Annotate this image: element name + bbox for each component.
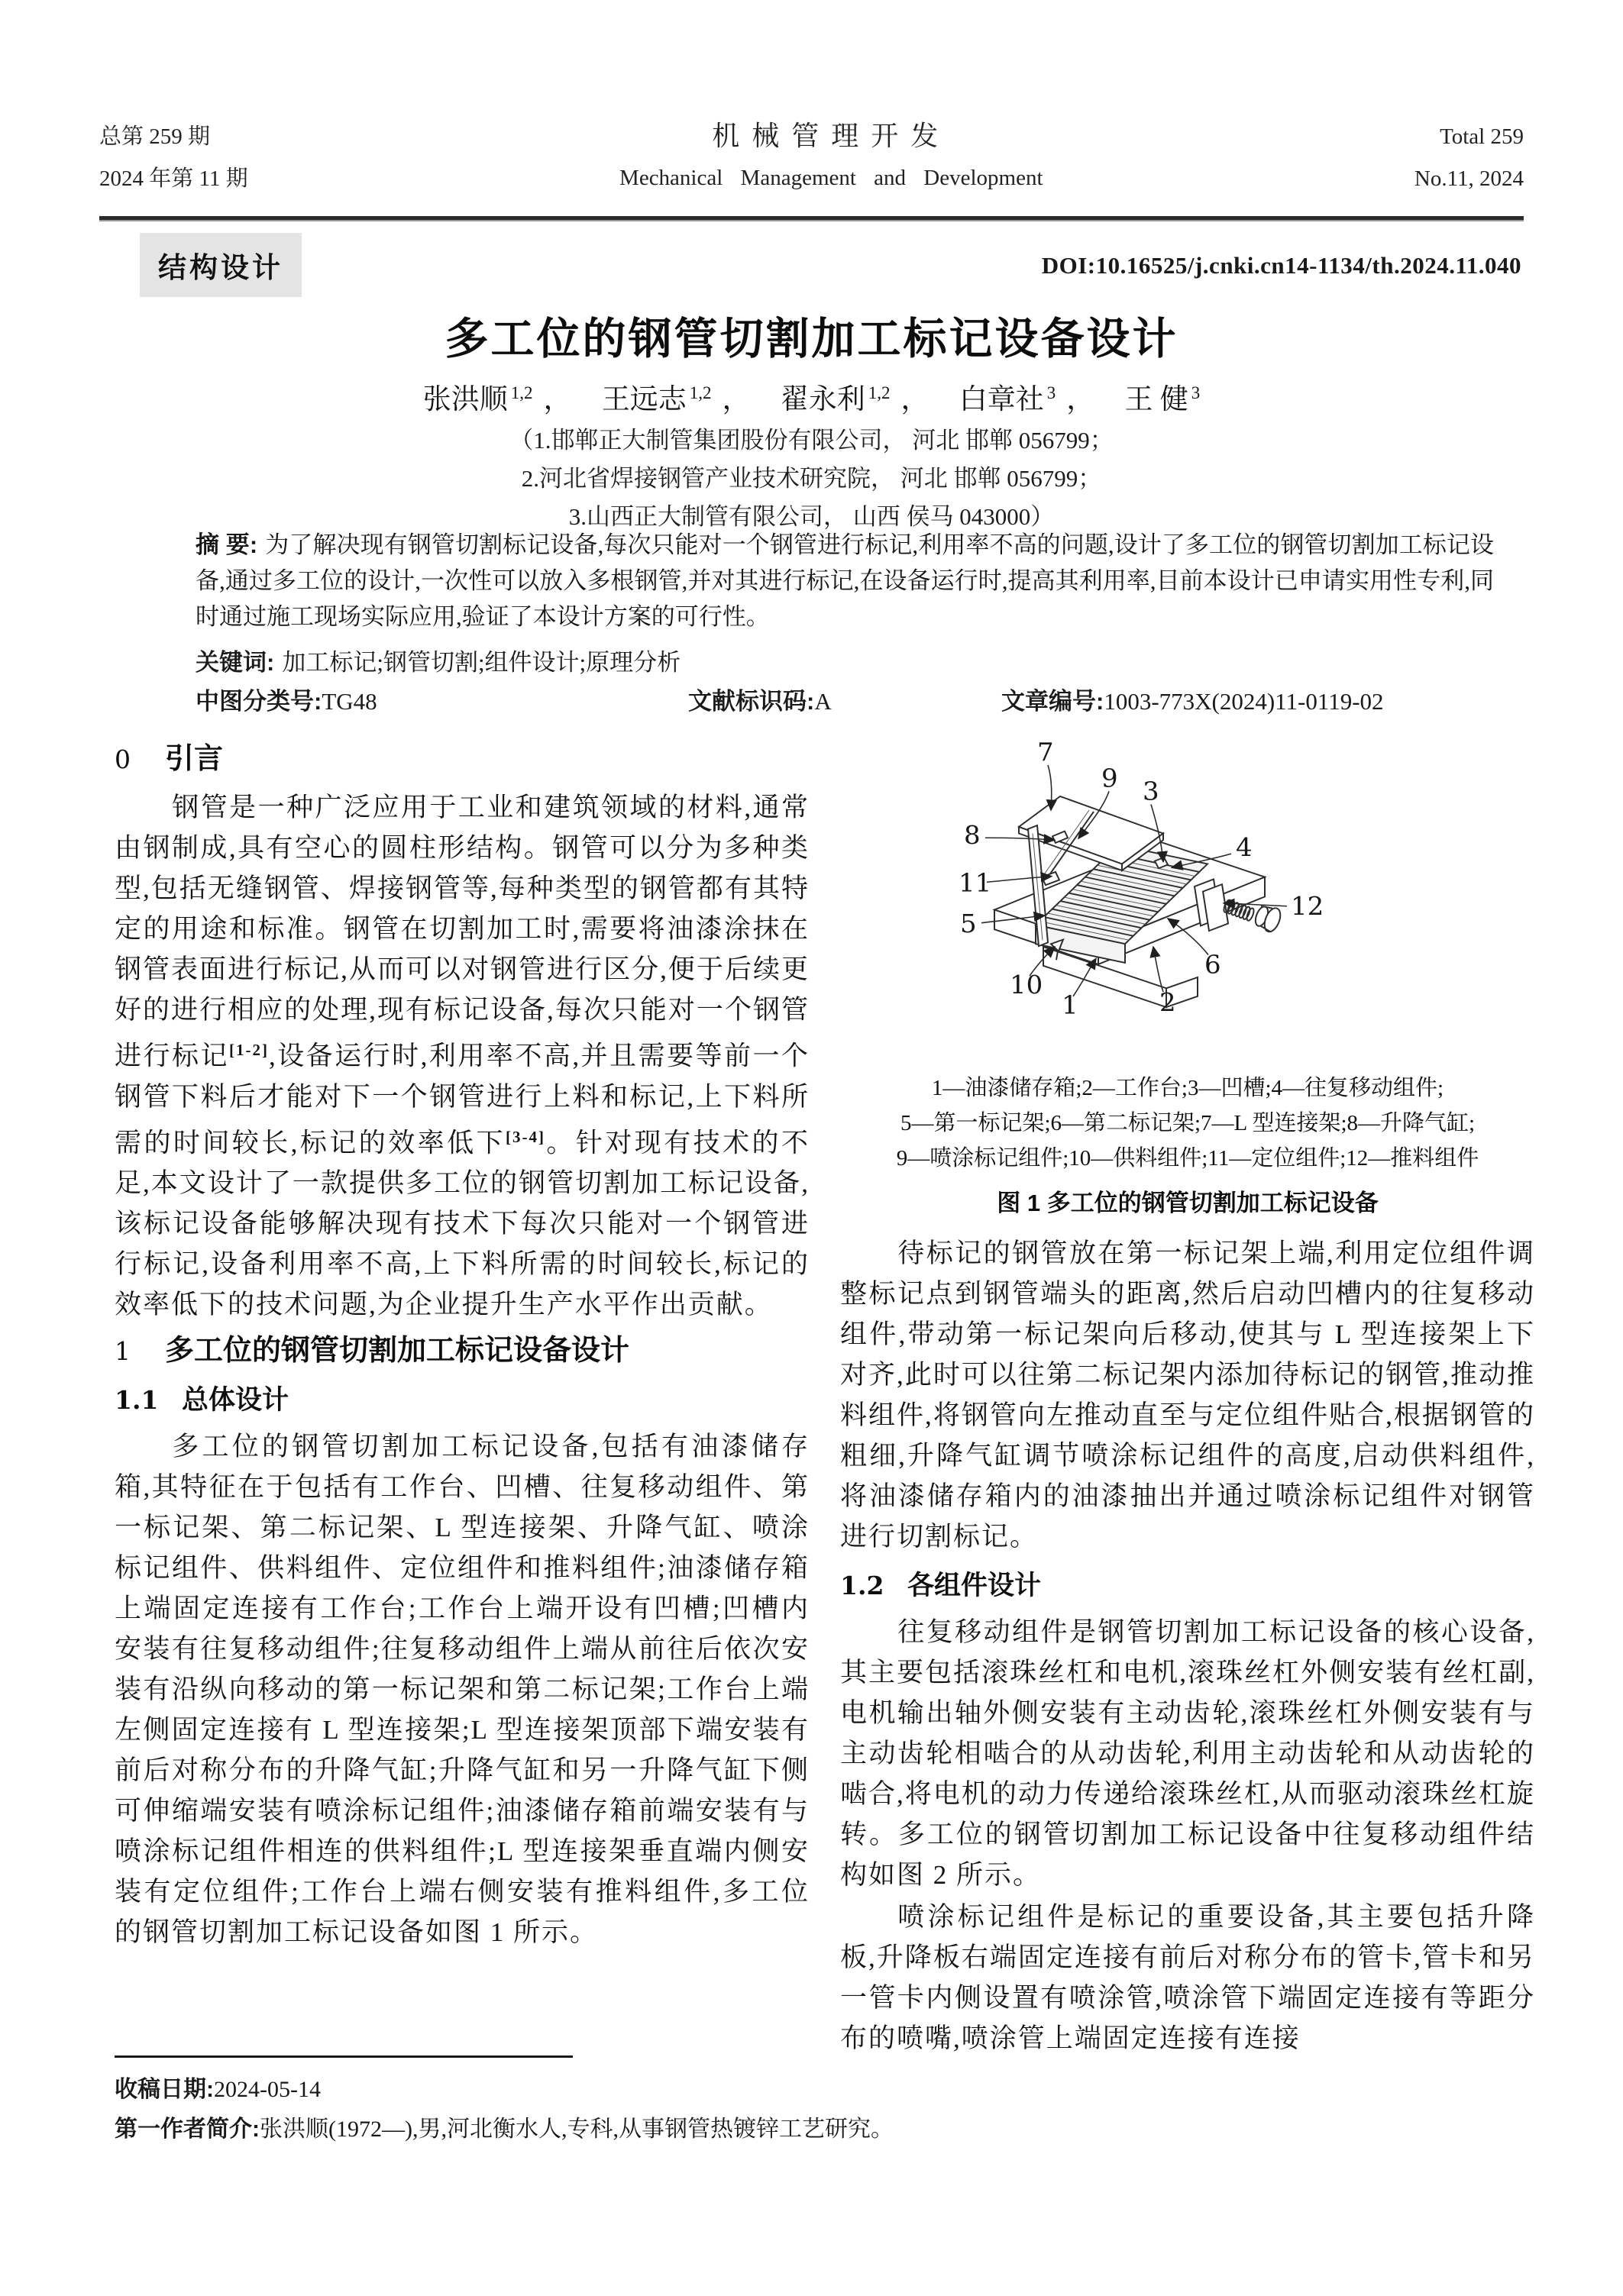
keywords-label: 关键词: — [196, 649, 275, 676]
header-issue — [99, 116, 248, 200]
abstract-text: 为了解决现有钢管切割标记设备,每次只能对一个钢管进行标记,利用率不高的问题,设计了多工位的钢管切割加工标记设备,通过多工位的设计,一次性可以放入多根钢管,并对其进行标记,在设备运行时,提高其利用率,目前本设计已申请实用性专利,同时通过施工现场实际应用,验证了本设计方案的可行性。 — [196, 531, 1495, 630]
author: 王远志 $^{1,2}$ ， — [601, 383, 751, 415]
journal-name — [619, 116, 1043, 200]
figure-callout-8: 8 — [964, 820, 981, 850]
section-badge: 结构设计 — [140, 233, 302, 297]
author-sup: 1,2 — [868, 383, 891, 402]
header-number — [1414, 116, 1524, 200]
journal-name-cn: 机械管理开发 — [712, 121, 951, 151]
heading-1-2-components: 1.2 各组件设计 — [840, 1571, 1042, 1600]
intro-paragraph: 钢管是一种广泛应用于工业和建筑领域的材料,通常由钢制成,具有空心的圆柱形结构。钢管可以分为多种类型,包括无缝钢管、焊接钢管等,每种类型的钢管都有其特定的用途和标准。钢管在切割加工时,需要将油漆涂抹在钢管表面进行标记,从而可以对钢管进行区分,便于后续更好的进行相应的处理,现有标记设备,每次只能对一个钢管进行标记[1-2],设备运行时,利用率不高,并且需要等前一个钢管下料后才能对下一个钢管进行上料和标记,上下料所需的时间较长,标记的效率低下[3-4]。针对现有技术的不足,本文设计了一款提供多工位的钢管切割加工标记设备,该标记设备能够解决现有技术下每次只能对一个钢管进行标记,设备利用率不高,上下料所需的时间较长,标记的效率低下的技术问题,为企业提升生产水平作出贡献。 — [115, 793, 810, 1320]
figure1-caption: 图 1 多工位的钢管切割加工标记设备 — [997, 1190, 1379, 1216]
legend-line: 9—喷涂标记组件;10—供料组件;11—定位组件;12—推料组件 — [896, 1146, 1479, 1171]
figure-callout-9: 9 — [1101, 764, 1118, 793]
issue-no-en: No.11, 2024 — [1414, 166, 1524, 191]
figure-callout-6: 6 — [1204, 950, 1221, 980]
article-id: 文章编号:1003-773X(2024)11-0119-02 — [1001, 688, 1384, 715]
figure-callout-2: 2 — [1159, 987, 1176, 1017]
author: 白章社 $^3$ ， — [959, 383, 1095, 415]
author-sup: 1,2 — [689, 383, 712, 402]
author-sup: 3 — [1191, 383, 1201, 402]
author-sup: 3 — [1046, 383, 1056, 402]
overall-design-paragraph: 多工位的钢管切割加工标记设备,包括有油漆储存箱,其特征在于包括有工作台、凹槽、往复移动组件、第一标记架、第二标记架、L 型连接架、升降气缸、喷涂标记组件、供料组件、定位组件和推料组件;油漆储存箱上端固定连接有工作台;工作台上端开设有凹槽;凹槽内安装有往复移动组件;往复移动组件上端从前往后依次安装有沿纵向移动的第一标记架和第二标记架;工作台上端左侧固定连接有 L 型连接架;L 型连接架顶部下端安装有前后对称分布的升降气缸;升降气缸和另一升降气缸下侧可伸缩端安装有喷涂标记组件;油漆储存箱前端安装有与喷涂标记组件相连的供料组件;L 型连接架垂直端内侧安装有定位组件;工作台上端右侧安装有推料组件,多工位的钢管切割加工标记设备如图 1 所示。 — [115, 1432, 810, 1948]
affiliations — [0, 421, 1623, 536]
keywords-text: 加工标记;钢管切割;组件设计;原理分析 — [282, 649, 681, 676]
keywords — [196, 643, 1494, 677]
first-author-bio: 第一作者简介:张洪顺(1972—),男,河北衡水人,专科,从事钢管热镀锌工艺研究。 — [115, 2117, 894, 2142]
meta-row — [196, 682, 1524, 717]
issue-total-cn: 总第 259 期 — [99, 124, 211, 149]
legend-line: 1—油漆储存箱;2—工作台;3—凹槽;4—往复移动组件; — [931, 1076, 1444, 1100]
figure-callout-12: 12 — [1291, 891, 1324, 921]
figure1-drawing — [840, 735, 1528, 1069]
abstract — [196, 527, 1494, 635]
reciprocating-unit-paragraph: 往复移动组件是钢管切割加工标记设备的核心设备,其主要包括滚珠丝杠和电机,滚珠丝杠外侧安装有丝杠副,电机输出轴外侧安装有主动齿轮,滚珠丝杠外侧安装有与主动齿轮相啮合的从动齿轮,利用主动齿轮和从动齿轮的啮合,将电机的动力传递给滚珠丝杠,从而驱动滚珠丝杠旋转。多工位的钢管切割加工标记设备中往复移动组件结构如图 2 所示。 — [840, 1617, 1535, 1890]
article-title: 多工位的钢管切割加工标记设备设计 — [445, 315, 1178, 363]
figure-callout-5: 5 — [960, 909, 977, 938]
footnote-rule — [115, 2055, 573, 2058]
spray-unit-paragraph: 喷涂标记组件是标记的重要设备,其主要包括升降板,升降板右端固定连接有前后对称分布的管卡,管卡和另一管卡内侧设置有喷涂管,喷涂管下端固定连接有等距分布的喷嘴,喷涂管上端固定连接有连接 — [840, 1902, 1535, 2053]
abstract-label: 摘 要: — [196, 531, 258, 558]
legend-line: 5—第一标记架;6—第二标记架;7—L 型连接架;8—升降气缸; — [900, 1111, 1476, 1135]
column-right — [840, 735, 1535, 2109]
author: 张洪顺 $^{1,2}$ ， — [422, 383, 572, 415]
heading-0-intro: 0 引言 — [115, 743, 224, 775]
figure-callout-10: 10 — [1010, 970, 1043, 999]
heading-1-design: 1 多工位的钢管切割加工标记设备设计 — [115, 1335, 630, 1368]
issue-total-en: Total 259 — [1440, 124, 1524, 149]
figure-callout-1: 1 — [1062, 990, 1078, 1020]
figure-callout-11: 11 — [959, 868, 992, 898]
journal-name-en: Mechanical Management and Development — [619, 166, 1043, 190]
column-left — [115, 735, 810, 2037]
affiliation-line: 2.河北省焊接钢管产业技术研究院， 河北 邯郸 056799； — [521, 465, 1102, 492]
heading-1-1-overall: 1.1 总体设计 — [115, 1385, 289, 1416]
figure-callout-4: 4 — [1236, 832, 1253, 862]
footnote — [115, 2055, 1184, 2149]
citation-ref: [3-4] — [505, 1127, 545, 1146]
document-code: 文献标识码:A — [688, 688, 832, 715]
affiliation-line: （1.邯郸正大制管集团股份有限公司， 河北 邯郸 056799； — [509, 427, 1114, 454]
workflow-paragraph: 待标记的钢管放在第一标记架上端,利用定位组件调整标记点到钢管端头的距离,然后启动凹槽内的往复移动组件,带动第一标记架向后移动,使其与 L 型连接架上下对齐,此时可以往第二标记架内添加待标记的钢管,推动推料组件,将钢管向左推动直至与定位组件贴合,根据钢管的粗细,升降气缸调节喷涂标记组件的高度,启动供料组件,将油漆储存箱内的油漆抽出并通过喷涂标记组件对钢管进行切割标记。 — [840, 1238, 1535, 1552]
author: 王 健 $^3$ — [1124, 383, 1201, 415]
issue-year-cn: 2024 年第 11 期 — [99, 166, 248, 191]
author-sup: 1,2 — [510, 383, 533, 402]
figure-callout-3: 3 — [1143, 777, 1159, 806]
clc-number: 中图分类号:TG48 — [196, 688, 377, 715]
figure-callout-7: 7 — [1037, 738, 1054, 767]
citation-ref: [1-2] — [228, 1041, 269, 1059]
author: 翟永利 $^{1,2}$ ， — [780, 383, 930, 415]
received-date: 收稿日期:2024-05-14 — [115, 2077, 321, 2102]
authors-line — [0, 376, 1623, 417]
figure1-legend — [840, 1070, 1535, 1176]
journal-header — [99, 116, 1524, 200]
affiliation-line: 3.山西正大制管有限公司， 山西 侯马 043000） — [568, 503, 1055, 530]
header-rule — [99, 216, 1524, 221]
doi-text: DOI:10.16525/j.cnki.cn14-1134/th.2024.11.040 — [1041, 252, 1521, 279]
